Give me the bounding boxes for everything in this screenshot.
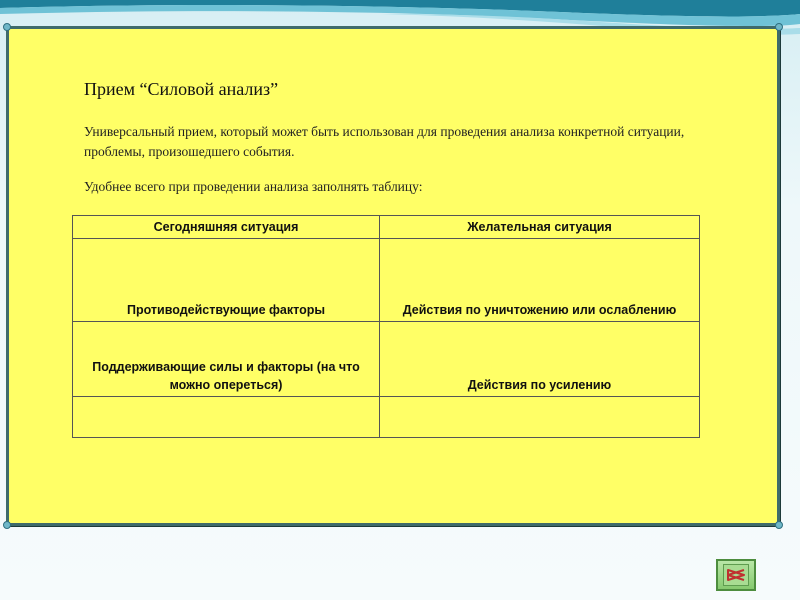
slide-title: Прием “Силовой анализ” bbox=[84, 79, 279, 99]
table-row bbox=[73, 397, 700, 438]
table-header-current: Сегодняшняя ситуация bbox=[73, 216, 380, 239]
table-cell: Действия по усилению bbox=[380, 322, 700, 397]
back-button-face bbox=[723, 564, 749, 586]
slide-panel bbox=[6, 26, 780, 526]
back-arrow-icon bbox=[727, 568, 745, 582]
table-row bbox=[73, 322, 700, 397]
table-row bbox=[73, 239, 700, 322]
table-cell bbox=[380, 397, 700, 438]
table-cell: Поддерживающие силы и факторы (на что можно опереться) bbox=[73, 322, 380, 397]
table-header-row bbox=[73, 216, 700, 239]
slide-corner-dot-top-left bbox=[3, 23, 11, 31]
force-analysis-table bbox=[72, 215, 700, 438]
table-cell bbox=[73, 397, 380, 438]
slide-corner-dot-bottom-left bbox=[3, 521, 11, 529]
slide-corner-dot-bottom-right bbox=[775, 521, 783, 529]
slide-corner-dot-top-right bbox=[775, 23, 783, 31]
table-header-desired: Желательная ситуация bbox=[380, 216, 700, 239]
slide-description: Универсальный прием, который может быть использован для проведения анализа конкретной ситуации, проблемы, произошедшего события. bbox=[84, 124, 685, 159]
table-cell: Противодействующие факторы bbox=[73, 239, 380, 322]
slide-instruction: Удобнее всего при проведении анализа заполнять таблицу: bbox=[84, 179, 423, 194]
back-button[interactable] bbox=[716, 559, 756, 591]
table-cell: Действия по уничтожению или ослаблению bbox=[380, 239, 700, 322]
